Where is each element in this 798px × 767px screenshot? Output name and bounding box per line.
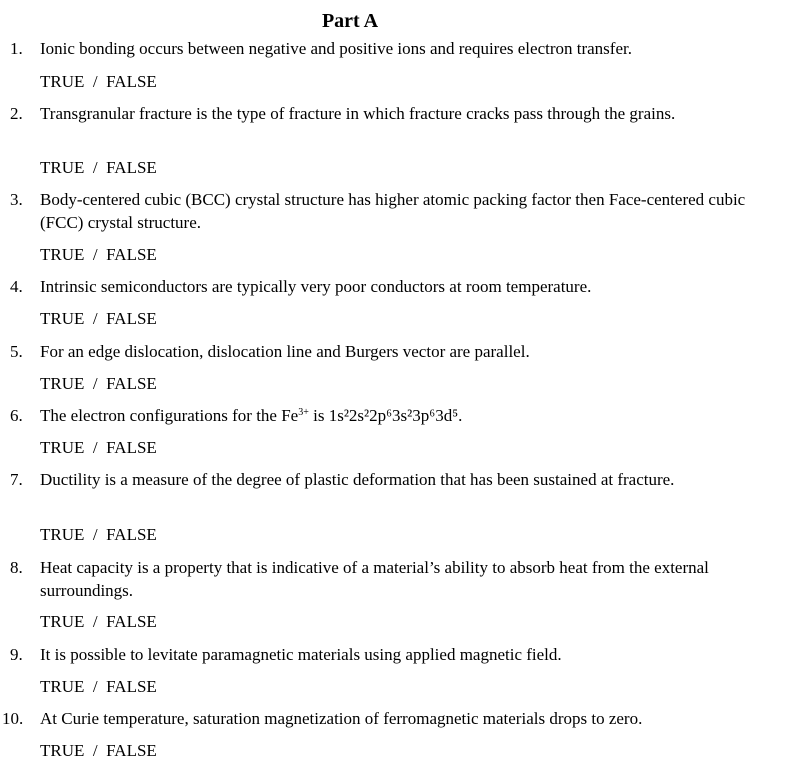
question-text: For an edge dislocation, dislocation line and Burgers vector are parallel.	[40, 342, 530, 361]
answer-option-10[interactable]: TRUE / FALSE	[40, 741, 157, 760]
question-text: Intrinsic semiconductors are typically very poor conductors at room temperature.	[40, 277, 592, 296]
answer-option-9[interactable]: TRUE / FALSE	[40, 677, 157, 696]
question-text-part: is 1s²2s²2p⁶3s²3p⁶3d⁵.	[308, 406, 463, 425]
question-number: 2.	[10, 104, 23, 123]
answer-option-8[interactable]: TRUE / FALSE	[40, 612, 157, 631]
question-number: 9.	[10, 645, 23, 664]
question-number: 3.	[10, 190, 23, 209]
question-text: Ductility is a measure of the degree of plastic deformation that has been sustained at fracture.	[40, 470, 675, 489]
answer-option-5[interactable]: TRUE / FALSE	[40, 374, 157, 393]
question-number: 5.	[10, 342, 23, 361]
answer-option-6[interactable]: TRUE / FALSE	[40, 438, 157, 457]
question-number: 10.	[2, 709, 24, 728]
question-text: At Curie temperature, saturation magnetization of ferromagnetic materials drops to zero.	[40, 709, 643, 728]
answer-option-4[interactable]: TRUE / FALSE	[40, 309, 157, 328]
question-number: 4.	[10, 277, 23, 296]
answer-option-2[interactable]: TRUE / FALSE	[40, 158, 157, 177]
question-text: Heat capacity is a property that is indicative of a material’s ability to absorb heat from the external surroundings.	[40, 558, 709, 600]
question-text: Body-centered cubic (BCC) crystal structure has higher atomic packing factor then Face-centered cubic (FCC) crystal structure.	[40, 190, 746, 232]
page-title: Part A	[321, 10, 379, 32]
question-text: Ionic bonding occurs between negative and positive ions and requires electron transfer.	[40, 39, 632, 58]
answer-option-7[interactable]: TRUE / FALSE	[40, 525, 157, 544]
question-number: 8.	[10, 558, 23, 577]
question-number: 6.	[10, 406, 23, 425]
ion-charge: 3+	[298, 407, 309, 418]
question-number: 7.	[10, 470, 23, 489]
answer-option-1[interactable]: TRUE / FALSE	[40, 72, 157, 91]
question-text: It is possible to levitate paramagnetic materials using applied magnetic field.	[40, 645, 562, 664]
answer-option-3[interactable]: TRUE / FALSE	[40, 245, 157, 264]
question-text-part: The electron configurations for the Fe	[40, 406, 299, 425]
question-text	[40, 404, 785, 427]
question-number: 1.	[10, 39, 23, 58]
question-text: Transgranular fracture is the type of fracture in which fracture cracks pass through the grains.	[40, 104, 676, 123]
